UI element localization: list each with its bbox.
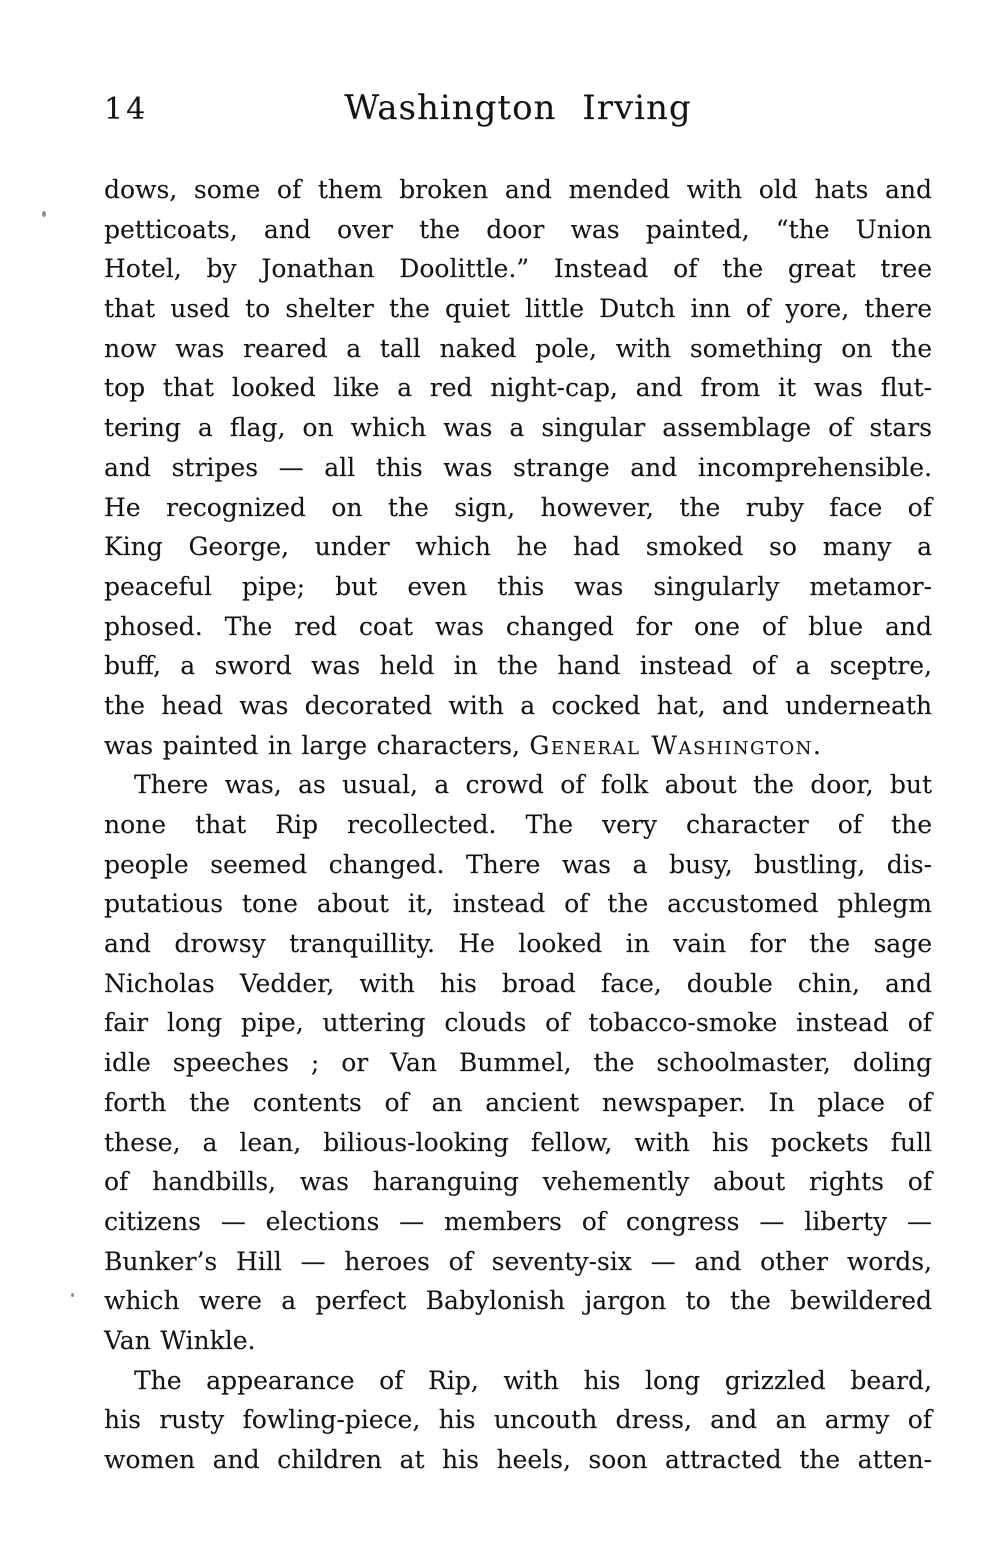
text-segment: dows, some of them broken and mended with old hats and bbox=[104, 175, 932, 204]
text-segment: forth the contents of an ancient newspaper. In place of bbox=[104, 1087, 932, 1117]
text-segment: which were a perfect Babylonish jargon to the bewildered bbox=[104, 1286, 932, 1316]
text-line bbox=[104, 329, 932, 369]
page-number: 14 bbox=[104, 92, 149, 127]
text-line bbox=[104, 1242, 932, 1282]
text-line bbox=[104, 845, 932, 885]
text-line bbox=[104, 368, 932, 408]
text-segment: fair long pipe, uttering clouds of tobacco-smoke instead of bbox=[104, 1008, 932, 1038]
scan-speck bbox=[42, 211, 46, 217]
text-line bbox=[104, 1202, 932, 1242]
text-segment: putatious tone about it, instead of the accustomed phlegm bbox=[104, 889, 932, 919]
text-segment: phosed. The red coat was changed for one of blue and bbox=[104, 611, 932, 641]
text-line bbox=[104, 527, 932, 567]
text-segment: the head was decorated with a cocked hat, and underneath bbox=[104, 690, 932, 720]
text-line bbox=[104, 1281, 932, 1321]
text-line bbox=[104, 765, 932, 805]
scan-speck bbox=[71, 1293, 74, 1297]
text-segment: tering a flag, on which was a singular assemblage of stars bbox=[104, 413, 932, 443]
text-line bbox=[104, 408, 932, 448]
text-line bbox=[104, 1162, 932, 1202]
text-line bbox=[104, 1083, 932, 1123]
text-line bbox=[104, 1321, 932, 1361]
text-line bbox=[104, 726, 932, 766]
text-line bbox=[104, 1123, 932, 1163]
text-segment: that used to shelter the quiet little Dutch inn of yore, there bbox=[104, 294, 932, 324]
text-segment: women and children at his heels, soon attracted the atten- bbox=[104, 1445, 932, 1474]
text-line bbox=[104, 924, 932, 964]
text-segment: buff, a sword was held in the hand instead of a sceptre, bbox=[104, 651, 932, 681]
text-segment: and stripes — all this was strange and incomprehensible. bbox=[104, 452, 932, 482]
text-line bbox=[104, 1400, 932, 1440]
small-caps-text: General Washington. bbox=[529, 730, 823, 760]
text-segment: of handbills, was haranguing vehemently about rights of bbox=[104, 1167, 932, 1197]
text-line bbox=[104, 567, 932, 607]
text-line bbox=[104, 646, 932, 686]
text-segment: King George, under which he had smoked so many a bbox=[104, 532, 932, 562]
text-line bbox=[104, 1440, 932, 1480]
text-line bbox=[104, 210, 932, 250]
text-segment: Hotel, by Jonathan Doolittle.” Instead of the great tree bbox=[104, 254, 932, 284]
text-segment: petticoats, and over the door was painted, “the Union bbox=[104, 214, 932, 244]
text-segment: The appearance of Rip, with his long grizzled beard, bbox=[134, 1365, 932, 1395]
running-header: Washington Irving bbox=[344, 88, 692, 128]
text-line bbox=[104, 289, 932, 329]
text-segment: citizens — elections — members of congress — liberty — bbox=[104, 1206, 932, 1236]
text-segment: He recognized on the sign, however, the ruby face of bbox=[104, 492, 932, 522]
text-line bbox=[104, 686, 932, 726]
text-line bbox=[104, 884, 932, 924]
text-line bbox=[104, 964, 932, 1004]
text-segment: these, a lean, bilious-looking fellow, with his pockets full bbox=[104, 1127, 932, 1157]
text-segment: and drowsy tranquillity. He looked in vain for the sage bbox=[104, 929, 932, 959]
text-line bbox=[104, 448, 932, 488]
text-segment: There was, as usual, a crowd of folk about the door, but bbox=[134, 770, 932, 800]
text-segment: Bunker’s Hill — heroes of seventy-six — and other words, bbox=[104, 1246, 932, 1276]
text-line bbox=[104, 170, 932, 210]
text-line bbox=[104, 1361, 932, 1401]
text-line bbox=[104, 1043, 932, 1083]
text-line bbox=[104, 488, 932, 528]
text-segment: his rusty fowling-piece, his uncouth dress, and an army of bbox=[104, 1405, 932, 1435]
text-line bbox=[104, 1003, 932, 1043]
text-line bbox=[104, 607, 932, 647]
text-segment: now was reared a tall naked pole, with something on the bbox=[104, 333, 932, 363]
text-block bbox=[104, 170, 932, 1480]
text-segment: none that Rip recollected. The very character of the bbox=[104, 810, 932, 839]
text-line bbox=[104, 249, 932, 289]
text-line bbox=[104, 805, 932, 845]
text-segment: idle speeches ; or Van Bummel, the schoolmaster, doling bbox=[104, 1048, 932, 1078]
text-segment: Nicholas Vedder, with his broad face, double chin, and bbox=[104, 968, 932, 998]
text-segment: people seemed changed. There was a busy, bustling, dis- bbox=[104, 849, 932, 879]
text-segment: Van Winkle. bbox=[104, 1325, 256, 1355]
text-segment: top that looked like a red night-cap, and from it was flut- bbox=[104, 373, 932, 403]
text-segment: was painted in large characters, bbox=[104, 730, 530, 760]
text-segment: peaceful pipe; but even this was singularly metamor- bbox=[104, 571, 932, 601]
